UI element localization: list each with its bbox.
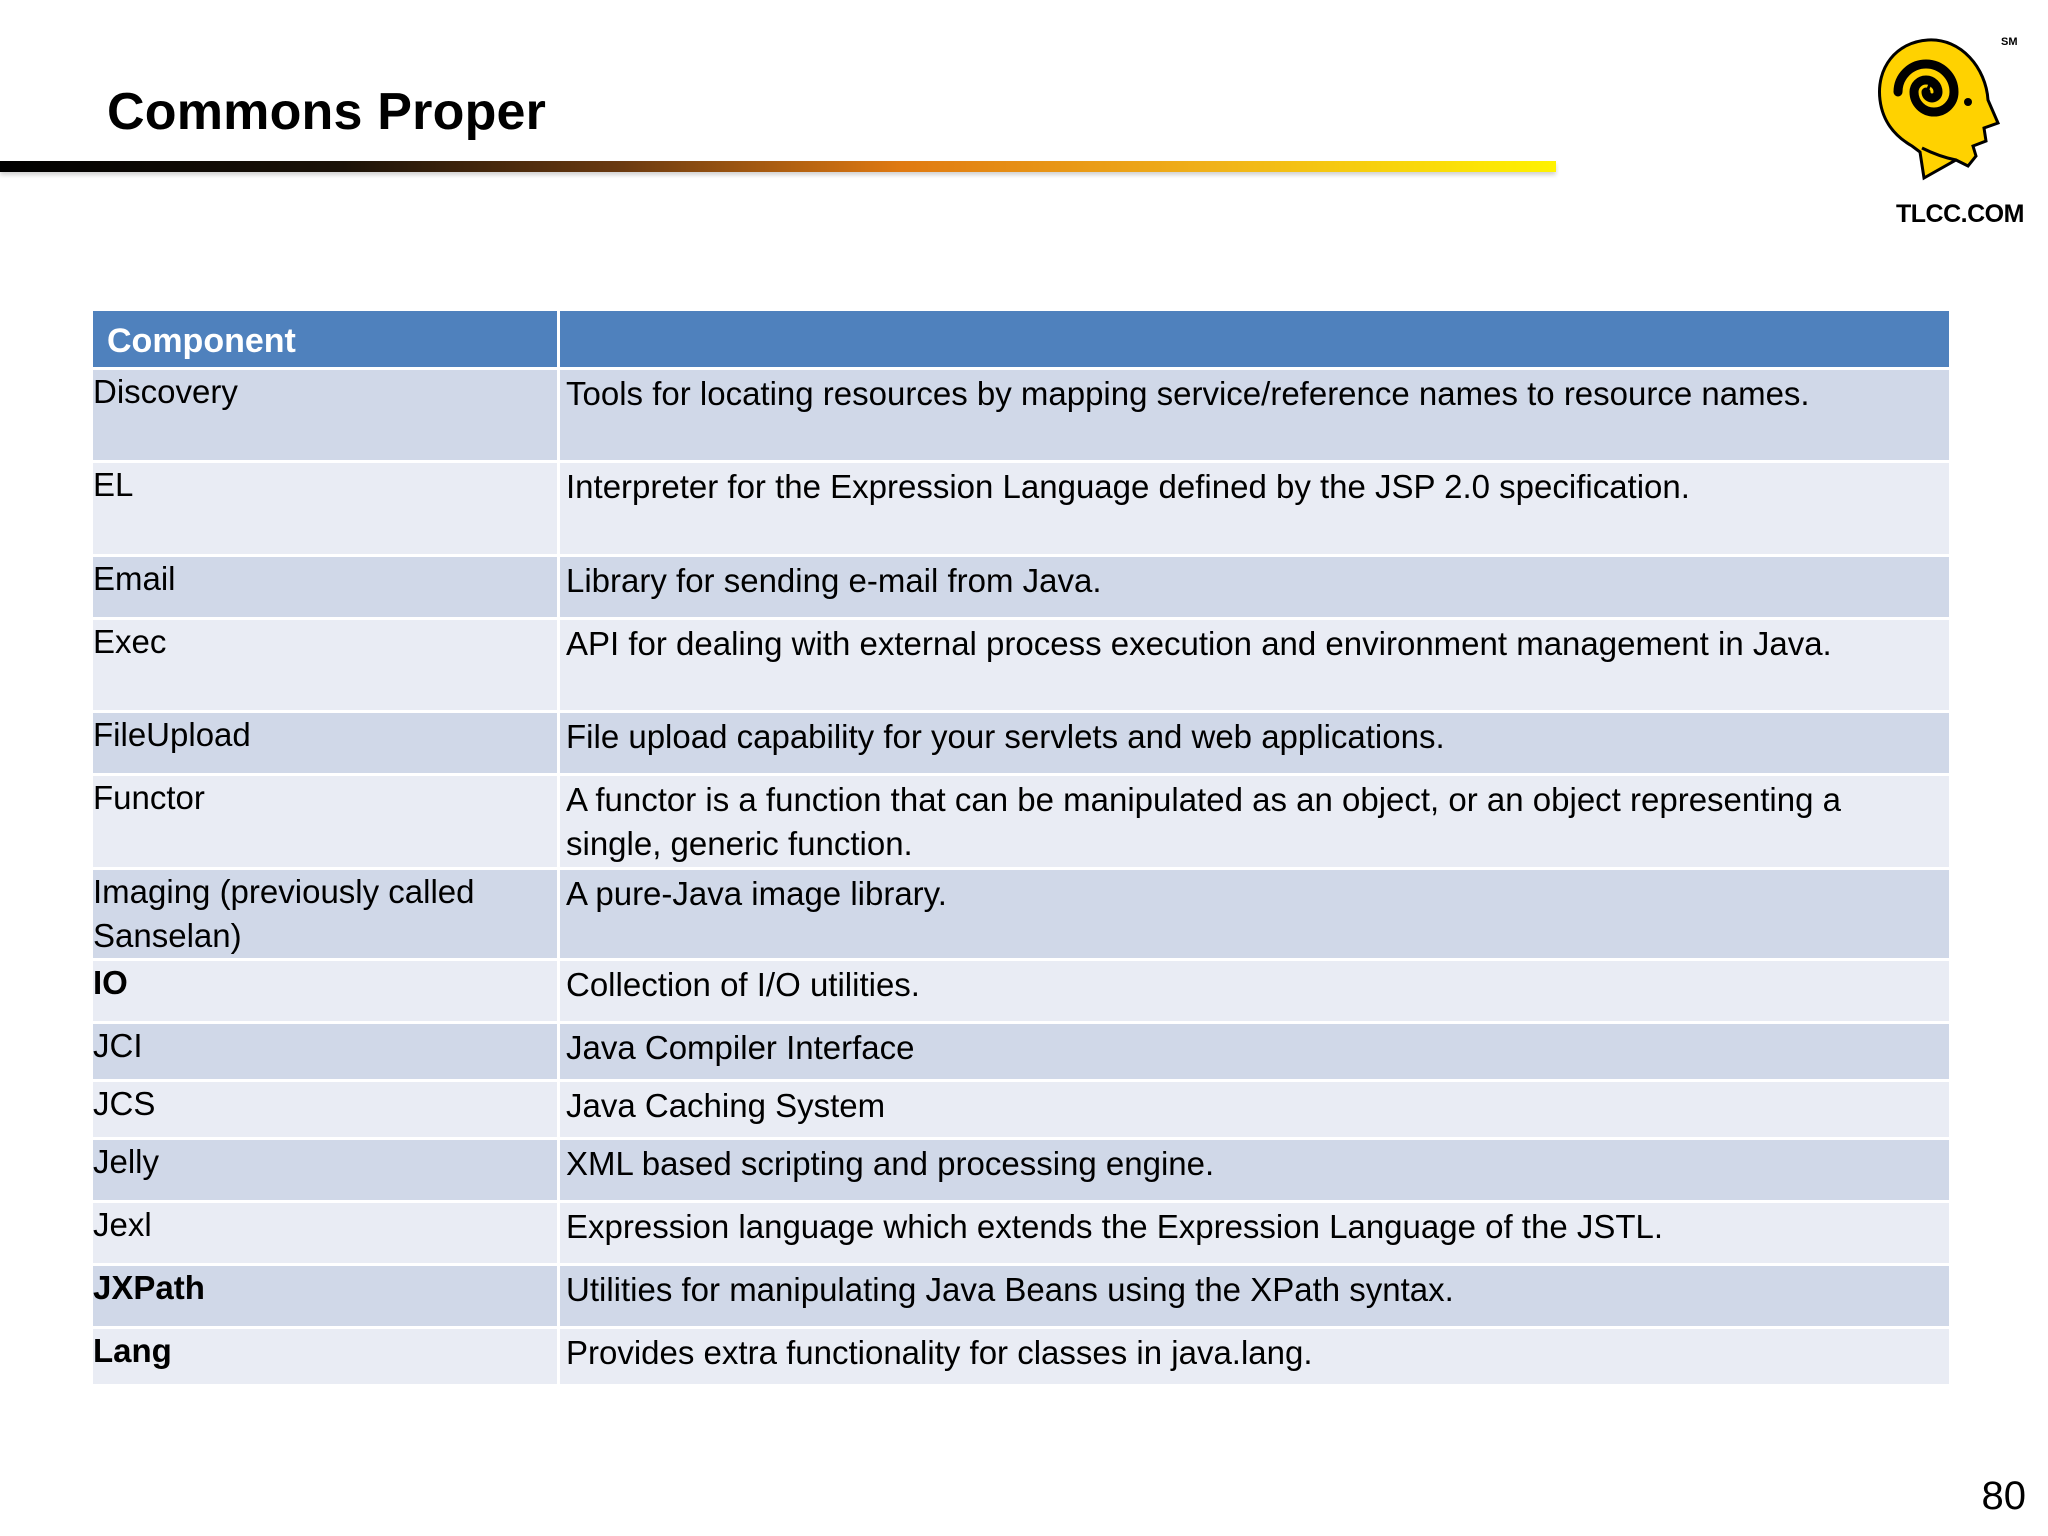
title-underline [0,161,1556,172]
component-description-cell: Provides extra functionality for classes in java.lang. [560,1329,1949,1384]
table-body [93,370,1949,1384]
table-row [93,1203,1949,1263]
header-component: Component [93,311,557,367]
component-name-cell: JCS [93,1082,557,1137]
component-description-cell: Java Compiler Interface [560,1024,1949,1079]
table-row [93,961,1949,1021]
table-row [93,463,1949,554]
page-number: 80 [1981,1474,2026,1518]
table-row [93,370,1949,460]
component-name-cell: EL [93,463,557,554]
head-spiral-icon [1876,28,2036,203]
table-row [93,870,1949,958]
component-description-cell: Collection of I/O utilities. [560,961,1949,1021]
component-description-cell: Library for sending e-mail from Java. [560,557,1949,617]
component-description-cell: Interpreter for the Expression Language defined by the JSP 2.0 specification. [560,463,1949,554]
tlcc-logo [1876,28,2036,233]
component-description-cell: XML based scripting and processing engine. [560,1140,1949,1200]
component-description-cell: Utilities for manipulating Java Beans using the XPath syntax. [560,1266,1949,1326]
component-description-cell: Tools for locating resources by mapping service/reference names to resource names. [560,370,1949,460]
table-row [93,1082,1949,1137]
component-description-cell: Java Caching System [560,1082,1949,1137]
component-description-cell: API for dealing with external process execution and environment management in Java. [560,620,1949,710]
component-name-cell: Jelly [93,1140,557,1200]
table-row [93,776,1949,867]
components-table [90,308,1952,1387]
component-name-cell: JCI [93,1024,557,1079]
table-row [93,620,1949,710]
component-description-cell: File upload capability for your servlets and web applications. [560,713,1949,773]
table-row [93,1329,1949,1384]
component-name-cell: Jexl [93,1203,557,1263]
table-row [93,1140,1949,1200]
component-description-cell: A pure-Java image library. [560,870,1949,958]
component-description-cell: A functor is a function that can be manipulated as an object, or an object representing a single, generic function. [560,776,1949,867]
header-description [560,311,1949,367]
slide-title: Commons Proper [107,83,547,141]
component-name-cell: Exec [93,620,557,710]
component-name-cell: Functor [93,776,557,867]
component-name-cell: Email [93,557,557,617]
table-row [93,557,1949,617]
component-name-cell: Discovery [93,370,557,460]
table-header-row [93,311,1949,367]
component-name-cell: JXPath [93,1266,557,1326]
logo-text: TLCC.COM [1896,200,2024,228]
service-mark: SM [2001,36,2018,48]
table-row [93,713,1949,773]
components-table-container [93,308,1955,1387]
component-description-cell: Expression language which extends the Expression Language of the JSTL. [560,1203,1949,1263]
table-row [93,1266,1949,1326]
component-name-cell: FileUpload [93,713,557,773]
table-row [93,1024,1949,1079]
component-name-cell: Imaging (previously called Sanselan) [93,870,557,958]
component-name-cell: IO [93,961,557,1021]
component-name-cell: Lang [93,1329,557,1384]
